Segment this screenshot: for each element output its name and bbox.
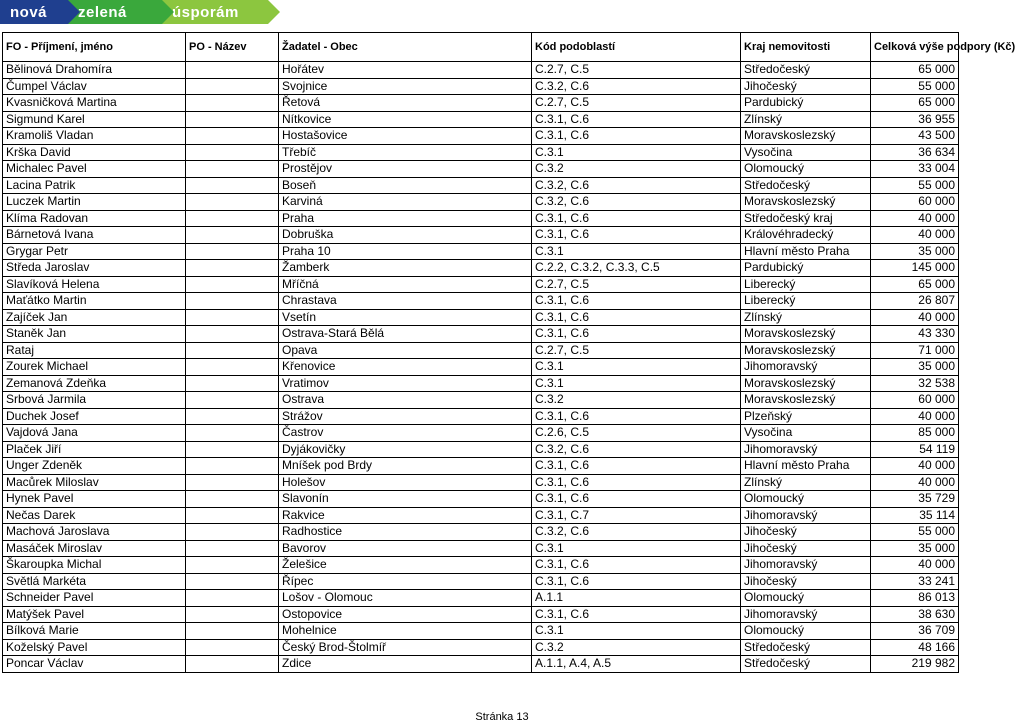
cell-kraj: Moravskoslezský [741, 375, 871, 392]
cell-kraj: Zlínský [741, 474, 871, 491]
cell-kod: C.3.2 [532, 161, 741, 178]
cell-obec: Holešov [279, 474, 532, 491]
cell-kod: C.3.1, C.6 [532, 210, 741, 227]
table-row [3, 95, 959, 112]
cell-castka: 35 729 [871, 491, 959, 508]
cell-obec: Ostrava [279, 392, 532, 409]
cell-kod: C.3.2, C.6 [532, 441, 741, 458]
cell-kod: C.3.1 [532, 540, 741, 557]
cell-kraj: Jihomoravský [741, 606, 871, 623]
cell-obec: Vsetín [279, 309, 532, 326]
cell-kod: C.3.1, C.6 [532, 458, 741, 475]
cell-kod: C.3.1, C.6 [532, 227, 741, 244]
cell-kod: C.3.2, C.6 [532, 194, 741, 211]
cell-fo-name: Maťátko Martin [3, 293, 186, 310]
table-row [3, 161, 959, 178]
cell-kraj: Královéhradecký [741, 227, 871, 244]
cell-castka: 40 000 [871, 227, 959, 244]
cell-fo-name: Čumpel Václav [3, 78, 186, 95]
cell-po-name [186, 144, 279, 161]
cell-castka: 60 000 [871, 194, 959, 211]
table-row [3, 408, 959, 425]
cell-fo-name: Hynek Pavel [3, 491, 186, 508]
cell-obec: Slavonín [279, 491, 532, 508]
cell-po-name [186, 590, 279, 607]
cell-fo-name: Staněk Jan [3, 326, 186, 343]
cell-kraj: Vysočina [741, 144, 871, 161]
cell-kraj: Moravskoslezský [741, 128, 871, 145]
cell-obec: Svojnice [279, 78, 532, 95]
cell-po-name [186, 111, 279, 128]
logo-word-usporam: úsporám [162, 0, 268, 24]
cell-kod: C.2.7, C.5 [532, 276, 741, 293]
cell-obec: Častrov [279, 425, 532, 442]
cell-kod: C.3.1, C.6 [532, 474, 741, 491]
cell-po-name [186, 524, 279, 541]
cell-po-name [186, 359, 279, 376]
cell-kraj: Jihočeský [741, 573, 871, 590]
cell-kraj: Olomoucký [741, 623, 871, 640]
cell-fo-name: Luczek Martin [3, 194, 186, 211]
cell-kod: C.2.7, C.5 [532, 342, 741, 359]
cell-kraj: Středočeský [741, 62, 871, 79]
cell-castka: 145 000 [871, 260, 959, 277]
cell-fo-name: Slavíková Helena [3, 276, 186, 293]
cell-po-name [186, 573, 279, 590]
table-row [3, 62, 959, 79]
cell-kod: C.2.7, C.5 [532, 62, 741, 79]
cell-obec: Praha 10 [279, 243, 532, 260]
cell-kod: C.3.1 [532, 359, 741, 376]
cell-obec: Rakvice [279, 507, 532, 524]
table-row [3, 639, 959, 656]
cell-po-name [186, 243, 279, 260]
cell-kod: C.3.2, C.6 [532, 177, 741, 194]
cell-kod: C.2.2, C.3.2, C.3.3, C.5 [532, 260, 741, 277]
table-row [3, 194, 959, 211]
cell-kod: C.3.2, C.6 [532, 524, 741, 541]
cell-kod: C.3.2 [532, 639, 741, 656]
cell-castka: 48 166 [871, 639, 959, 656]
cell-fo-name: Zajíček Jan [3, 309, 186, 326]
cell-po-name [186, 623, 279, 640]
cell-po-name [186, 392, 279, 409]
cell-kod: C.3.1, C.6 [532, 491, 741, 508]
cell-fo-name: Světlá Markéta [3, 573, 186, 590]
cell-obec: Ostopovice [279, 606, 532, 623]
cell-castka: 40 000 [871, 474, 959, 491]
cell-kod: C.3.1 [532, 243, 741, 260]
cell-fo-name: Poncar Václav [3, 656, 186, 673]
cell-kraj: Moravskoslezský [741, 392, 871, 409]
cell-fo-name: Kvasničková Martina [3, 95, 186, 112]
cell-obec: Křenovice [279, 359, 532, 376]
program-logo [0, 0, 268, 24]
cell-fo-name: Machová Jaroslava [3, 524, 186, 541]
cell-castka: 35 000 [871, 359, 959, 376]
cell-obec: Želešice [279, 557, 532, 574]
cell-obec: Žamberk [279, 260, 532, 277]
cell-fo-name: Středa Jaroslav [3, 260, 186, 277]
table-header-row [3, 33, 959, 62]
cell-kraj: Vysočina [741, 425, 871, 442]
cell-po-name [186, 441, 279, 458]
cell-castka: 219 982 [871, 656, 959, 673]
table-row [3, 111, 959, 128]
table-row [3, 243, 959, 260]
cell-kraj: Plzeňský [741, 408, 871, 425]
cell-po-name [186, 408, 279, 425]
cell-fo-name: Michalec Pavel [3, 161, 186, 178]
table-row [3, 260, 959, 277]
cell-po-name [186, 326, 279, 343]
cell-po-name [186, 128, 279, 145]
cell-castka: 40 000 [871, 557, 959, 574]
cell-kraj: Zlínský [741, 309, 871, 326]
cell-kraj: Jihomoravský [741, 359, 871, 376]
cell-fo-name: Macůrek Miloslav [3, 474, 186, 491]
col-header-castka: Celková výše podpory (Kč) [871, 33, 959, 62]
cell-kraj: Jihomoravský [741, 557, 871, 574]
cell-kod: C.3.2 [532, 392, 741, 409]
cell-fo-name: Rataj [3, 342, 186, 359]
cell-po-name [186, 375, 279, 392]
cell-po-name [186, 227, 279, 244]
cell-obec: Ostrava-Stará Bělá [279, 326, 532, 343]
cell-castka: 36 709 [871, 623, 959, 640]
cell-kraj: Jihočeský [741, 78, 871, 95]
cell-po-name [186, 210, 279, 227]
cell-castka: 35 114 [871, 507, 959, 524]
cell-kod: C.3.1, C.6 [532, 606, 741, 623]
cell-kraj: Olomoucký [741, 590, 871, 607]
cell-castka: 55 000 [871, 177, 959, 194]
cell-obec: Lošov - Olomouc [279, 590, 532, 607]
cell-castka: 33 241 [871, 573, 959, 590]
cell-fo-name: Srbová Jarmila [3, 392, 186, 409]
cell-castka: 71 000 [871, 342, 959, 359]
cell-castka: 40 000 [871, 309, 959, 326]
cell-obec: Radhostice [279, 524, 532, 541]
cell-castka: 60 000 [871, 392, 959, 409]
cell-obec: Opava [279, 342, 532, 359]
cell-kraj: Jihočeský [741, 524, 871, 541]
cell-po-name [186, 78, 279, 95]
table-row [3, 276, 959, 293]
cell-obec: Hořátev [279, 62, 532, 79]
cell-po-name [186, 557, 279, 574]
cell-po-name [186, 62, 279, 79]
cell-fo-name: Matýšek Pavel [3, 606, 186, 623]
cell-po-name [186, 656, 279, 673]
col-header-fo: FO - Příjmení, jméno [3, 33, 186, 62]
cell-obec: Nítkovice [279, 111, 532, 128]
cell-castka: 36 634 [871, 144, 959, 161]
cell-po-name [186, 491, 279, 508]
table-row [3, 573, 959, 590]
cell-kod: C.3.1, C.6 [532, 573, 741, 590]
table-row [3, 474, 959, 491]
cell-obec: Bavorov [279, 540, 532, 557]
cell-po-name [186, 177, 279, 194]
cell-fo-name: Plaček Jiří [3, 441, 186, 458]
cell-kraj: Olomoucký [741, 161, 871, 178]
cell-castka: 40 000 [871, 458, 959, 475]
table-body [3, 62, 959, 673]
cell-kod: C.3.1 [532, 623, 741, 640]
cell-obec: Dobruška [279, 227, 532, 244]
table-row [3, 78, 959, 95]
subsidy-table [2, 32, 1015, 673]
cell-obec: Zdice [279, 656, 532, 673]
table-row [3, 441, 959, 458]
cell-castka: 65 000 [871, 95, 959, 112]
cell-obec: Mníšek pod Brdy [279, 458, 532, 475]
cell-fo-name: Vajdová Jana [3, 425, 186, 442]
cell-kraj: Středočeský [741, 639, 871, 656]
table-row [3, 177, 959, 194]
cell-fo-name: Koželský Pavel [3, 639, 186, 656]
table-row [3, 507, 959, 524]
cell-kod: C.2.6, C.5 [532, 425, 741, 442]
cell-fo-name: Klíma Radovan [3, 210, 186, 227]
cell-obec: Dyjákovičky [279, 441, 532, 458]
cell-kraj: Hlavní město Praha [741, 458, 871, 475]
cell-obec: Prostějov [279, 161, 532, 178]
logo-word-nova: nová [0, 0, 68, 24]
cell-castka: 40 000 [871, 408, 959, 425]
cell-kod: C.3.2, C.6 [532, 78, 741, 95]
cell-fo-name: Kramoliš Vladan [3, 128, 186, 145]
cell-castka: 65 000 [871, 62, 959, 79]
cell-kraj: Moravskoslezský [741, 342, 871, 359]
cell-po-name [186, 425, 279, 442]
cell-castka: 26 807 [871, 293, 959, 310]
cell-kod: C.2.7, C.5 [532, 95, 741, 112]
cell-po-name [186, 276, 279, 293]
cell-po-name [186, 342, 279, 359]
cell-castka: 55 000 [871, 524, 959, 541]
cell-kraj: Jihočeský [741, 540, 871, 557]
table-row [3, 458, 959, 475]
cell-fo-name: Unger Zdeněk [3, 458, 186, 475]
cell-kod: C.3.1, C.6 [532, 557, 741, 574]
cell-obec: Hostašovice [279, 128, 532, 145]
cell-kraj: Pardubický [741, 260, 871, 277]
cell-obec: Vratimov [279, 375, 532, 392]
cell-kraj: Středočeský [741, 177, 871, 194]
cell-obec: Řetová [279, 95, 532, 112]
cell-kod: A.1.1 [532, 590, 741, 607]
cell-fo-name: Škaroupka Michal [3, 557, 186, 574]
cell-po-name [186, 95, 279, 112]
cell-castka: 38 630 [871, 606, 959, 623]
cell-castka: 40 000 [871, 210, 959, 227]
cell-kraj: Moravskoslezský [741, 326, 871, 343]
col-header-kraj: Kraj nemovitosti [741, 33, 871, 62]
cell-castka: 86 013 [871, 590, 959, 607]
cell-po-name [186, 606, 279, 623]
cell-kraj: Pardubický [741, 95, 871, 112]
table-row [3, 606, 959, 623]
cell-kraj: Hlavní město Praha [741, 243, 871, 260]
page-number: Stránka 13 [475, 711, 529, 723]
cell-fo-name: Grygar Petr [3, 243, 186, 260]
table-row [3, 557, 959, 574]
cell-fo-name: Duchek Josef [3, 408, 186, 425]
cell-kraj: Olomoucký [741, 491, 871, 508]
cell-obec: Strážov [279, 408, 532, 425]
cell-fo-name: Schneider Pavel [3, 590, 186, 607]
cell-kraj: Jihomoravský [741, 507, 871, 524]
cell-kod: C.3.1, C.7 [532, 507, 741, 524]
table-row [3, 210, 959, 227]
table-row [3, 623, 959, 640]
cell-obec: Mohelnice [279, 623, 532, 640]
table-row [3, 326, 959, 343]
col-header-po: PO - Název [186, 33, 279, 62]
cell-fo-name: Zourek Michael [3, 359, 186, 376]
table-row [3, 524, 959, 541]
table-row [3, 342, 959, 359]
cell-fo-name: Sigmund Karel [3, 111, 186, 128]
cell-fo-name: Zemanová Zdeňka [3, 375, 186, 392]
cell-po-name [186, 309, 279, 326]
cell-po-name [186, 194, 279, 211]
cell-castka: 36 955 [871, 111, 959, 128]
cell-castka: 43 500 [871, 128, 959, 145]
cell-kod: C.3.1, C.6 [532, 408, 741, 425]
cell-kod: C.3.1, C.6 [532, 309, 741, 326]
cell-kraj: Liberecký [741, 276, 871, 293]
col-header-obec: Žadatel - Obec [279, 33, 532, 62]
table-row [3, 491, 959, 508]
page-footer [0, 711, 960, 723]
cell-kod: C.3.1, C.6 [532, 111, 741, 128]
cell-po-name [186, 639, 279, 656]
cell-po-name [186, 260, 279, 277]
cell-fo-name: Lacina Patrik [3, 177, 186, 194]
cell-fo-name: Bílková Marie [3, 623, 186, 640]
cell-obec: Chrastava [279, 293, 532, 310]
cell-po-name [186, 540, 279, 557]
cell-castka: 85 000 [871, 425, 959, 442]
cell-kod: C.3.1 [532, 144, 741, 161]
cell-fo-name: Krška David [3, 144, 186, 161]
table-row [3, 128, 959, 145]
cell-obec: Třebíč [279, 144, 532, 161]
table-row [3, 590, 959, 607]
cell-kod: C.3.1, C.6 [532, 326, 741, 343]
cell-kraj: Zlínský [741, 111, 871, 128]
table-row [3, 540, 959, 557]
cell-kraj: Moravskoslezský [741, 194, 871, 211]
table-row [3, 144, 959, 161]
cell-obec: Karviná [279, 194, 532, 211]
col-header-kod: Kód podoblastí [532, 33, 741, 62]
cell-castka: 43 330 [871, 326, 959, 343]
cell-po-name [186, 458, 279, 475]
cell-castka: 65 000 [871, 276, 959, 293]
cell-fo-name: Nečas Darek [3, 507, 186, 524]
cell-castka: 33 004 [871, 161, 959, 178]
cell-kod: C.3.1, C.6 [532, 293, 741, 310]
cell-castka: 55 000 [871, 78, 959, 95]
table-row [3, 293, 959, 310]
table-row [3, 309, 959, 326]
cell-po-name [186, 507, 279, 524]
cell-kraj: Liberecký [741, 293, 871, 310]
table-row [3, 227, 959, 244]
cell-kraj: Jihomoravský [741, 441, 871, 458]
table-row [3, 375, 959, 392]
cell-obec: Český Brod-Štolmíř [279, 639, 532, 656]
cell-kod: C.3.1 [532, 375, 741, 392]
cell-po-name [186, 161, 279, 178]
cell-castka: 54 119 [871, 441, 959, 458]
cell-castka: 32 538 [871, 375, 959, 392]
cell-po-name [186, 293, 279, 310]
cell-kod: C.3.1, C.6 [532, 128, 741, 145]
table-row [3, 392, 959, 409]
cell-obec: Praha [279, 210, 532, 227]
cell-obec: Boseň [279, 177, 532, 194]
cell-obec: Mříčná [279, 276, 532, 293]
cell-kraj: Středočeský kraj [741, 210, 871, 227]
cell-fo-name: Bárnetová Ivana [3, 227, 186, 244]
logo-word-zelena: zelená [68, 0, 162, 24]
cell-kod: A.1.1, A.4, A.5 [532, 656, 741, 673]
cell-castka: 35 000 [871, 540, 959, 557]
table-row [3, 656, 959, 673]
cell-castka: 35 000 [871, 243, 959, 260]
cell-obec: Řípec [279, 573, 532, 590]
cell-kraj: Středočeský [741, 656, 871, 673]
cell-fo-name: Bělinová Drahomíra [3, 62, 186, 79]
cell-fo-name: Masáček Miroslav [3, 540, 186, 557]
table-row [3, 359, 959, 376]
table-row [3, 425, 959, 442]
cell-po-name [186, 474, 279, 491]
